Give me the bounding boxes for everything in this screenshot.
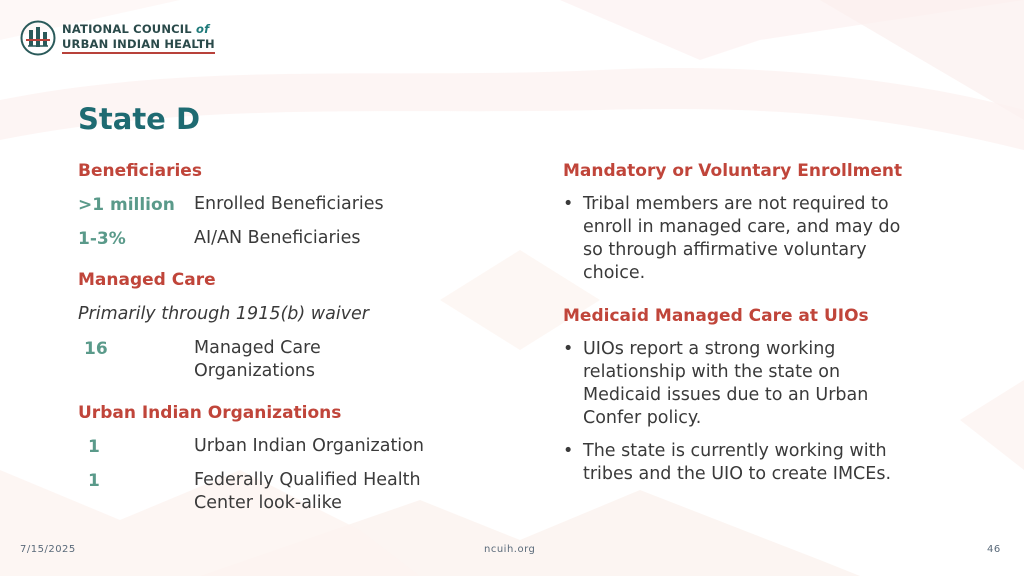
beneficiaries-heading: Beneficiaries [78,161,202,181]
uio-care-bullets [563,338,891,486]
mco-count-label [194,337,321,383]
mco-count-value: 16 [84,339,108,359]
beneficiaries-enrolled-value: >1 million [78,195,175,215]
fqhc-count-value: 1 [88,471,100,491]
bullet-line: choice. [583,263,646,283]
beneficiaries-enrolled-label: Enrolled Beneficiaries [194,194,384,214]
uio-count-label: Urban Indian Organization [194,436,424,456]
uio-heading: Urban Indian Organizations [78,403,342,423]
org-logo [20,20,215,56]
fqhc-label-line1: Federally Qualified Health [194,470,421,490]
bullet-line: Medicaid issues due to an Urban [583,385,869,405]
bullet-line: enroll in managed care, and may do [583,217,901,237]
managed-care-heading: Managed Care [78,270,216,290]
ncuih-logo-icon [20,20,56,56]
uio-care-bullet [563,338,891,430]
bullet-line: tribes and the UIO to create IMCEs. [583,464,892,484]
mco-label-line2: Organizations [194,361,315,381]
fqhc-label-line2: Center look-alike [194,493,342,513]
enrollment-bullet [563,193,900,285]
footer-page-number: 46 [987,544,1001,555]
uio-care-heading: Medicaid Managed Care at UIOs [563,306,869,326]
uio-count-value: 1 [88,437,100,457]
bullet-line: relationship with the state on [583,362,841,382]
beneficiaries-aian-label: AI/AN Beneficiaries [194,228,361,248]
bullet-line: • The state is currently working with [583,441,887,461]
bullet-line: • UIOs report a strong working [583,339,836,359]
logo-line1: NATIONAL COUNCIL [62,22,192,36]
logo-line2: URBAN INDIAN HEALTH [62,37,215,54]
page-title: State D [78,102,201,136]
footer-date: 7/15/2025 [20,544,76,555]
mco-label-line1: Managed Care [194,338,321,358]
enrollment-bullets [563,193,900,285]
fqhc-count-label [194,469,421,515]
bullet-line: • Tribal members are not required to [583,194,889,214]
bullet-line: so through affirmative voluntary [583,240,867,260]
footer-site: ncuih.org [484,544,536,555]
managed-care-note: Primarily through 1915(b) waiver [78,304,370,324]
beneficiaries-aian-value: 1-3% [78,229,126,249]
bullet-line: Confer policy. [583,408,702,428]
uio-care-bullet [563,440,891,486]
enrollment-heading: Mandatory or Voluntary Enrollment [563,161,903,181]
logo-of: of [196,22,210,36]
